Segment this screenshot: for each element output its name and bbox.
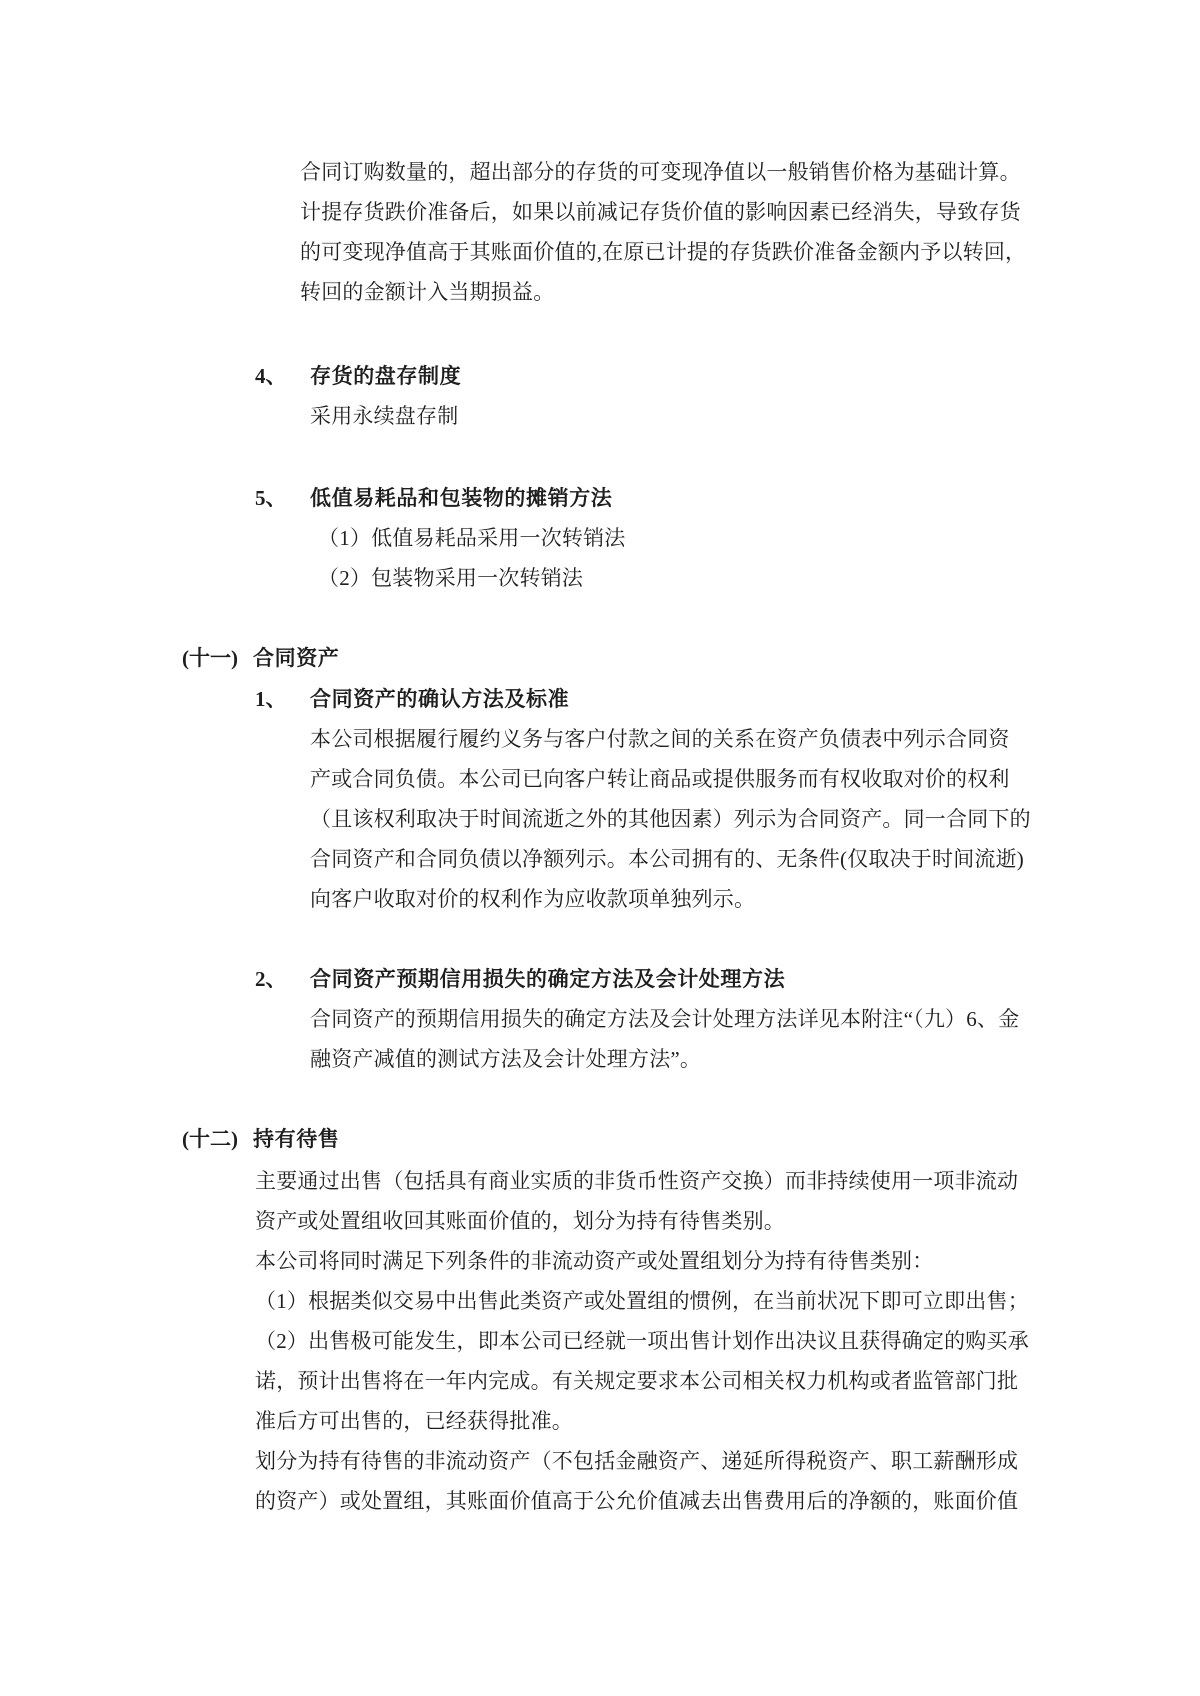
text-line: 的可变现净值高于其账面价值的,在原已计提的存货跌价准备金额内予以转回， (300, 240, 1027, 264)
paragraph-contract-asset-recognition (310, 719, 1031, 919)
section-11-2-number: 2、 (255, 967, 287, 991)
text-line: （1）根据类似交易中出售此类资产或处置组的惯例，在当前状况下即可立即出售； (255, 1289, 1029, 1313)
text-line: 本公司将同时满足下列条件的非流动资产或处置组划分为持有待售类别： (255, 1249, 934, 1273)
text-line: 准后方可出售的，已经获得批准。 (255, 1409, 573, 1433)
text-line: 的资产）或处置组，其账面价值高于公允价值减去出售费用后的净额的，账面价值 (255, 1489, 1019, 1513)
section-11-1-number: 1、 (255, 687, 287, 711)
text-line: 合同订购数量的，超出部分的存货的可变现净值以一般销售价格为基础计算。 (300, 160, 1021, 184)
section-11-1-title: 合同资产的确认方法及标准 (310, 687, 570, 711)
section-5-number: 5、 (255, 486, 287, 510)
text-line: 主要通过出售（包括具有商业实质的非货币性资产交换）而非持续使用一项非流动 (255, 1169, 1019, 1193)
section-12-title: 持有待售 (253, 1127, 340, 1151)
section-5-title: 低值易耗品和包装物的摊销方法 (310, 486, 613, 510)
text-line: 本公司根据履行履约义务与客户付款之间的关系在资产负债表中列示合同资 (310, 727, 1010, 751)
section-4-body: 采用永续盘存制 (310, 404, 459, 428)
section-4-title: 存货的盘存制度 (310, 364, 462, 388)
text-line: 资产或处置组收回其账面价值的，划分为持有待售类别。 (255, 1209, 785, 1233)
paragraph-inventory-provision (300, 152, 1026, 312)
section-5-item-2: （2）包装物采用一次转销法 (318, 566, 584, 590)
section-11-title: 合同资产 (253, 646, 340, 670)
section-11-2-title: 合同资产预期信用损失的确定方法及会计处理方法 (310, 967, 786, 991)
text-line: （2）出售极可能发生，即本公司已经就一项出售计划作出决议且获得确定的购买承 (255, 1329, 1029, 1353)
section-5-item-1: （1）低值易耗品采用一次转销法 (318, 526, 626, 550)
text-line: 计提存货跌价准备后，如果以前减记存货价值的影响因素已经消失，导致存货 (300, 200, 1021, 224)
text-line: （且该权利取决于时间流逝之外的其他因素）列示为合同资产。同一合同下的 (310, 807, 1031, 831)
section-4-number: 4、 (255, 364, 287, 388)
text-line: 产或合同负债。本公司已向客户转让商品或提供服务而有权收取对价的权利 (310, 767, 1010, 791)
section-11-label: (十一) (182, 646, 238, 670)
text-line: 融资产减值的测试方法及会计处理方法”。 (310, 1047, 702, 1071)
text-line: 转回的金额计入当期损益。 (300, 280, 555, 304)
text-line: 向客户收取对价的权利作为应收款项单独列示。 (310, 887, 756, 911)
section-12-label: (十二) (182, 1127, 238, 1151)
text-line: 合同资产和合同负债以净额列示。本公司拥有的、无条件(仅取决于时间流逝) (310, 847, 1024, 871)
text-line: 合同资产的预期信用损失的确定方法及会计处理方法详见本附注“（九）6、金 (310, 1007, 1020, 1031)
text-line: 诺，预计出售将在一年内完成。有关规定要求本公司相关权力机构或者监管部门批 (255, 1369, 1019, 1393)
paragraph-contract-asset-ecl (310, 999, 1019, 1079)
text-line: 划分为持有待售的非流动资产（不包括金融资产、递延所得税资产、职工薪酬形成 (255, 1449, 1019, 1473)
paragraph-held-for-sale (255, 1161, 1029, 1521)
